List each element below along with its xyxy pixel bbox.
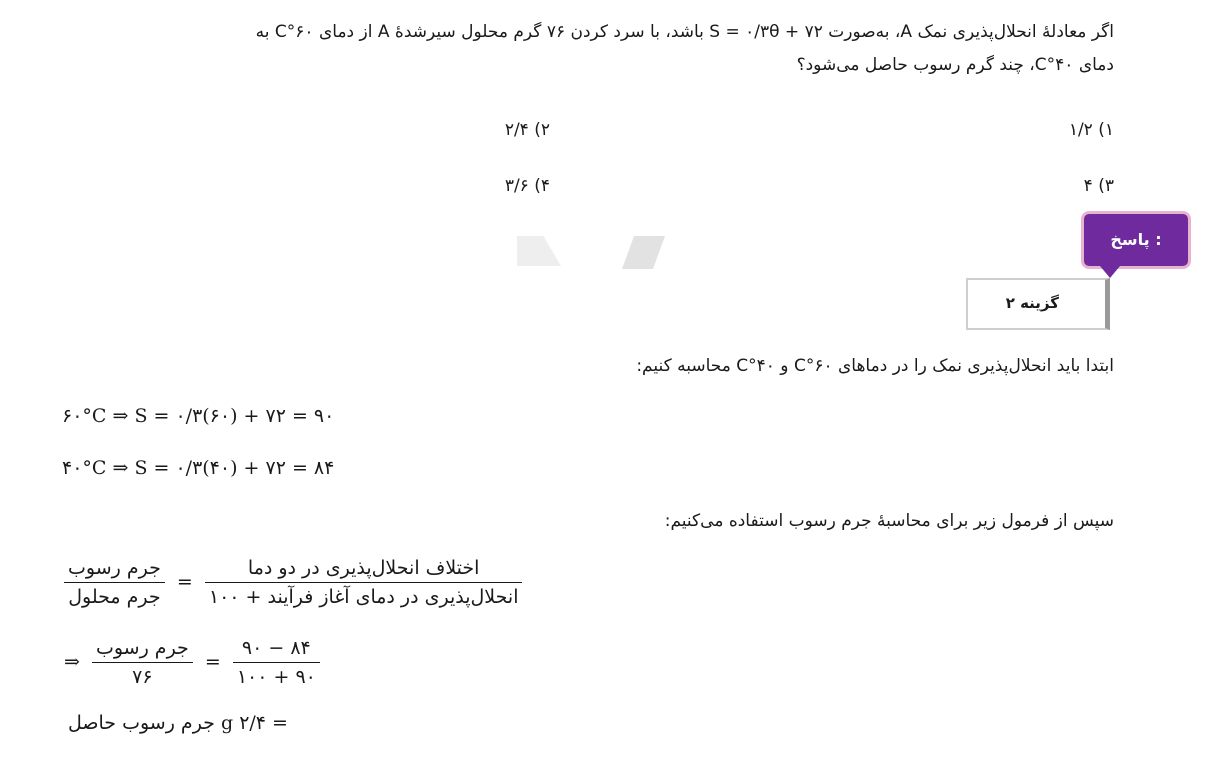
result-label: جرم رسوب حاصل	[68, 712, 215, 734]
formula-main	[64, 557, 522, 608]
formula-left-numerator: جرم رسوب	[64, 557, 165, 583]
formula-right-denominator: انحلال‌پذیری در دمای آغاز فرآیند + ۱۰۰	[208, 586, 519, 608]
substituted-right-denominator: ۱۰۰ + ۹۰	[236, 666, 316, 688]
formula-right-fraction	[205, 557, 523, 608]
watermark-shape-left	[517, 236, 561, 266]
result-value: = ۲/۴ g	[220, 712, 288, 734]
option-2[interactable]: ۲) ۲/۴	[504, 120, 550, 140]
formula-intro: سپس از فرمول زیر برای محاسبهٔ جرم رسوب استفاده می‌کنیم:	[664, 511, 1114, 531]
equals-sign: =	[176, 570, 193, 593]
substituted-right-numerator: ۹۰ − ۸۴	[233, 637, 320, 663]
question-line-2: دمای ۴۰°C، چند گرم رسوب حاصل می‌شود؟	[796, 55, 1114, 75]
answer-box	[966, 278, 1110, 330]
option-1[interactable]: ۱) ۱/۲	[1068, 120, 1114, 140]
option-4[interactable]: ۴) ۳/۶	[504, 176, 550, 196]
formula-right-numerator: اختلاف انحلال‌پذیری در دو دما	[205, 557, 523, 583]
option-3[interactable]: ۳) ۴	[1083, 176, 1114, 196]
equation-60c: ۶۰°C ⇒ S = ۰/۳(۶۰) + ۷۲ = ۹۰	[62, 405, 335, 427]
watermark-shape-right	[622, 236, 665, 269]
formula-left-denominator: جرم محلول	[68, 586, 161, 608]
substituted-left-numerator: جرم رسوب	[92, 637, 193, 663]
substituted-left-fraction	[92, 637, 193, 688]
question-text	[24, 16, 1114, 82]
equals-sign-2: =	[204, 650, 221, 673]
substituted-right-fraction	[233, 637, 320, 688]
solution-intro: ابتدا باید انحلال‌پذیری نمک را در دماهای ۶۰°C و ۴۰°C محاسبه کنیم:	[636, 356, 1114, 376]
substituted-left-denominator: ۷۶	[132, 666, 153, 688]
question-line-1: اگر معادلهٔ انحلال‌پذیری نمک A، به‌صورت S = ۰/۳θ + ۷۲ باشد، با سرد کردن ۷۶ گرم محلول سیرشدهٔ A از دمای ۶۰°C به	[255, 22, 1114, 42]
answer-badge-label: پاسخ :	[1110, 230, 1162, 249]
result-line	[68, 712, 288, 734]
equation-40c: ۴۰°C ⇒ S = ۰/۳(۴۰) + ۷۲ = ۸۴	[62, 457, 335, 479]
implies-arrow: ⇒	[64, 650, 80, 673]
formula-left-fraction	[64, 557, 165, 608]
answer-label: گزینه ۲	[1005, 294, 1059, 312]
badge-pointer	[1100, 266, 1120, 278]
answer-badge	[1081, 211, 1191, 269]
formula-substituted	[64, 637, 320, 688]
